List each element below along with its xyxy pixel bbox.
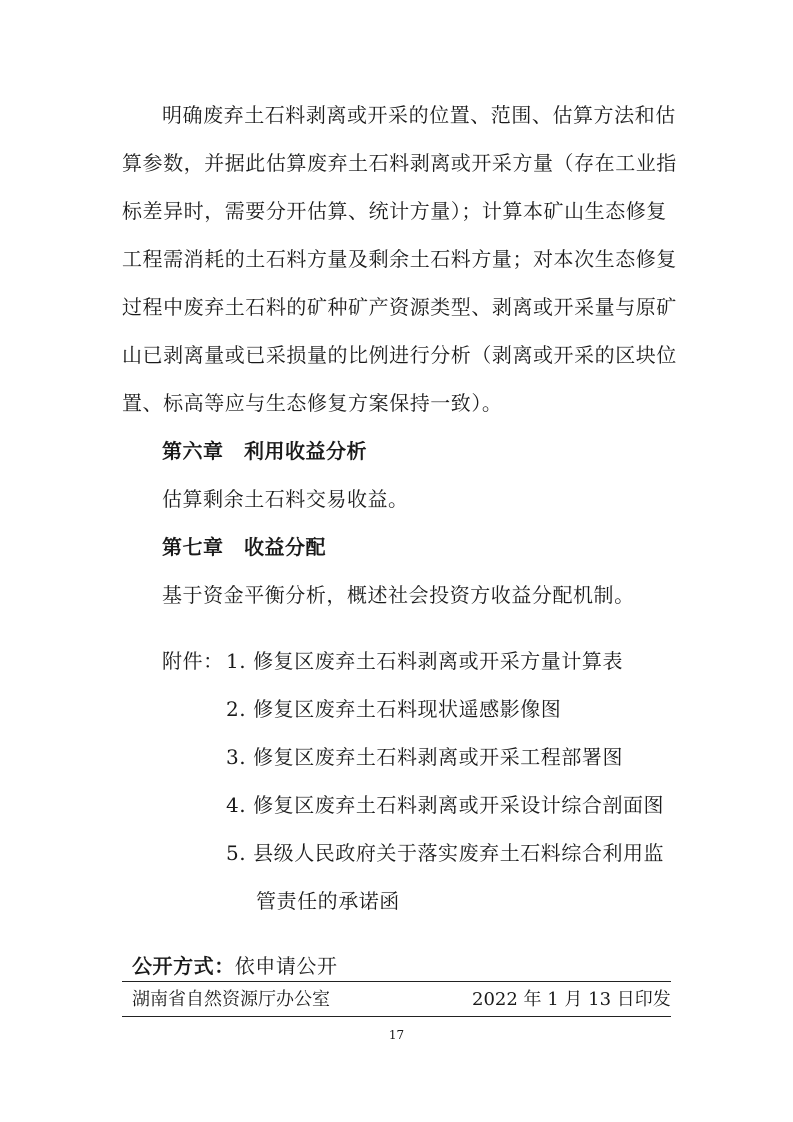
attachment-item-3: 3. 修复区废弃土石料剥离或开采工程部署图 [226,745,623,769]
page-number: 17 [388,1028,405,1042]
issuing-office: 湖南省自然资源厅办公室 [132,989,330,1010]
public-disclosure-label: 公开方式： [132,954,235,978]
footer-rule-top [122,981,671,982]
chapter6-text: 估算剩余土石料交易收益。 [162,487,409,511]
body-line-5: 过程中废弃土石料的矿种矿产资源类型、剥离或开采量与原矿 [122,295,677,319]
chapter7-text: 基于资金平衡分析，概述社会投资方收益分配机制。 [162,583,635,607]
attachment-item-1: 1. 修复区废弃土石料剥离或开采方量计算表 [226,649,623,673]
attachment-item-5: 5. 县级人民政府关于落实废弃土石料综合利用监 [226,841,665,865]
body-line-4: 工程需消耗的土石料方量及剩余土石料方量；对本次生态修复 [122,247,677,271]
footer-rule-bottom [122,1016,671,1017]
public-disclosure-value: 依申请公开 [234,954,338,978]
chapter6-heading: 第六章 利用收益分析 [162,439,367,463]
body-line-7: 置、标高等应与生态修复方案保持一致）。 [122,391,503,415]
chapter7-heading: 第七章 收益分配 [162,535,326,559]
attachment-item-5-continued: 管责任的承诺函 [256,889,400,913]
body-line-6: 山已剥离量或已采损量的比例进行分析（剥离或开采的区块位 [122,343,677,367]
body-line-2: 算参数，并据此估算废弃土石料剥离或开采方量（存在工业指 [122,151,677,175]
body-line-3: 标差异时，需要分开估算、统计方量）；计算本矿山生态修复 [122,199,667,223]
public-disclosure [132,952,338,980]
body-line-1: 明确废弃土石料剥离或开采的位置、范围、估算方法和估 [162,103,676,127]
issue-date: 2022 年 1 月 13 日印发 [472,989,671,1010]
attachment-item-4: 4. 修复区废弃土石料剥离或开采设计综合剖面图 [226,793,665,817]
attachments-label: 附件： [162,649,224,673]
attachment-item-2: 2. 修复区废弃土石料现状遥感影像图 [226,697,562,721]
